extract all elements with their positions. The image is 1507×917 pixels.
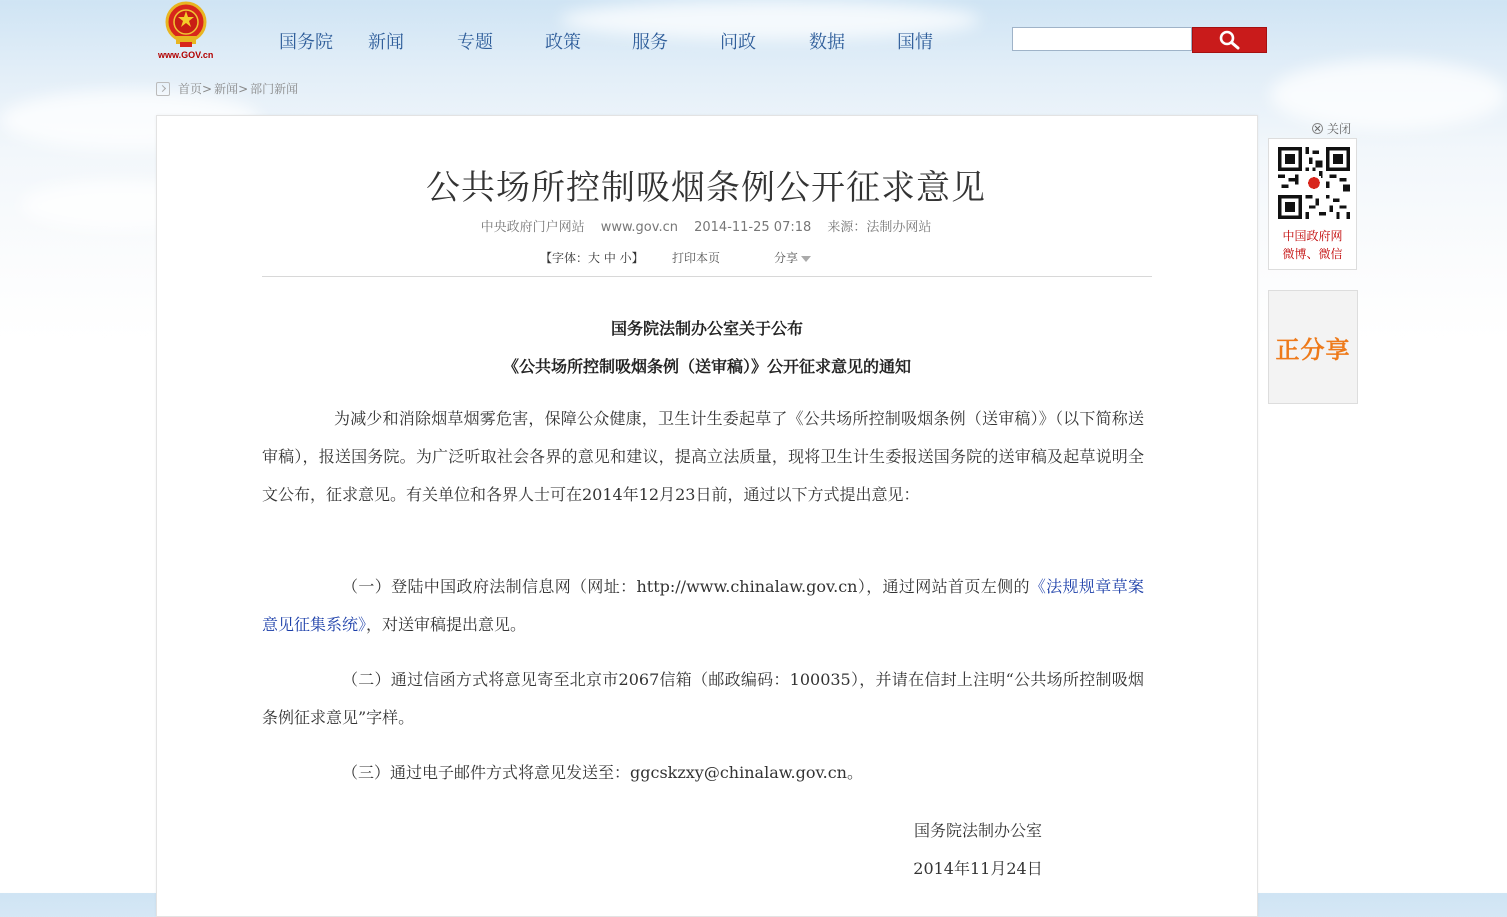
search-icon	[1219, 30, 1241, 50]
qr-caption-social: 微博、微信	[1282, 247, 1343, 261]
share-label: 分享	[774, 251, 799, 265]
share-banner-text: 正分享	[1275, 335, 1351, 364]
meta-site: 中央政府门户网站	[480, 220, 585, 235]
search-button[interactable]	[1192, 27, 1267, 53]
font-size-control[interactable]: 【字体：大 中 小】	[540, 251, 644, 265]
nav-item-inquiry[interactable]: 问政	[720, 32, 756, 53]
breadcrumb	[156, 80, 300, 97]
search-input[interactable]	[1012, 27, 1192, 51]
qr-code-image	[1278, 147, 1350, 219]
paragraph-method-2: （二）通过信函方式将意见寄至北京市2067信箱（邮政编码：100035），并请在信封上注明“公共场所控制吸烟条例征求意见”字样。	[262, 670, 1144, 727]
logo-url-text: www.GOV.cn	[158, 50, 214, 60]
article-meta	[0, 216, 1412, 235]
close-icon	[1312, 123, 1323, 134]
chevron-down-icon	[801, 256, 811, 262]
close-label: 关闭	[1327, 122, 1352, 136]
regulation-draft-system-link[interactable]: 《法规规章草案意见征集系统》	[262, 577, 1144, 634]
meta-source: 来源：法制办网站	[827, 220, 932, 235]
nav-item-data[interactable]: 数据	[809, 32, 845, 53]
nav-item-policy[interactable]: 政策	[545, 32, 581, 53]
nav-item-state-council[interactable]: 国务院	[279, 32, 333, 53]
nav-item-national-info[interactable]: 国情	[897, 32, 933, 53]
qr-caption-site: 中国政府网	[1282, 229, 1343, 243]
method-1-text: （一）登陆中国政府法制信息网（网址：http://www.chinalaw.gov.cn），通过网站首页左侧的	[342, 577, 1030, 596]
notice-subtitle-line1: 国务院法制办公室关于公布	[610, 319, 803, 338]
nav-item-news[interactable]: 新闻	[368, 32, 404, 53]
article-container	[156, 115, 1258, 917]
paragraph-method-3: （三）通过电子邮件方式将意见发送至：ggcskzxy@chinalaw.gov.cn。	[342, 763, 863, 782]
breadcrumb-dept-news[interactable]: 部门新闻	[250, 82, 299, 96]
share-dropdown[interactable]	[774, 249, 811, 266]
sidebar-close-button[interactable]	[1312, 120, 1351, 137]
meta-datetime: 2014-11-25 07:18	[694, 220, 812, 235]
paragraph-method-1	[262, 568, 1144, 644]
article-tools	[540, 249, 799, 266]
share-banner[interactable]	[1268, 290, 1358, 404]
signature-date: 2014年11月24日	[913, 859, 1043, 878]
nav-item-topics[interactable]: 专题	[457, 32, 493, 53]
site-header	[0, 0, 1507, 80]
paragraph-intro: 为减少和消除烟草烟雾危害，保障公众健康，卫生计生委起草了《公共场所控制吸烟条例（送审稿）》（以下简称送审稿），报送国务院。为广泛听取社会各界的意见和建议，提高立法质量，现将卫生计生委报送国务院的送审稿及起草说明全文公布，征求意见。有关单位和各界人士可在2014年12月23日前，通过以下方式提出意见：	[262, 409, 1144, 504]
method-1-text-end: ，对送审稿提出意见。	[366, 615, 527, 634]
qr-code-panel[interactable]	[1268, 138, 1357, 270]
breadcrumb-news[interactable]: 新闻>	[214, 82, 249, 96]
breadcrumb-home[interactable]: 首页>	[178, 82, 213, 96]
notice-subtitle-line2: 《公共场所控制吸烟条例（送审稿）》公开征求意见的通知	[502, 357, 911, 376]
print-link[interactable]: 打印本页	[672, 251, 721, 265]
meta-domain: www.gov.cn	[600, 220, 678, 235]
nav-item-services[interactable]: 服务	[632, 32, 668, 53]
title-divider	[262, 276, 1152, 277]
breadcrumb-arrow-icon	[156, 82, 170, 96]
article-title: 公共场所控制吸烟条例公开征求意见	[426, 168, 986, 208]
signature-office: 国务院法制办公室	[913, 821, 1042, 840]
